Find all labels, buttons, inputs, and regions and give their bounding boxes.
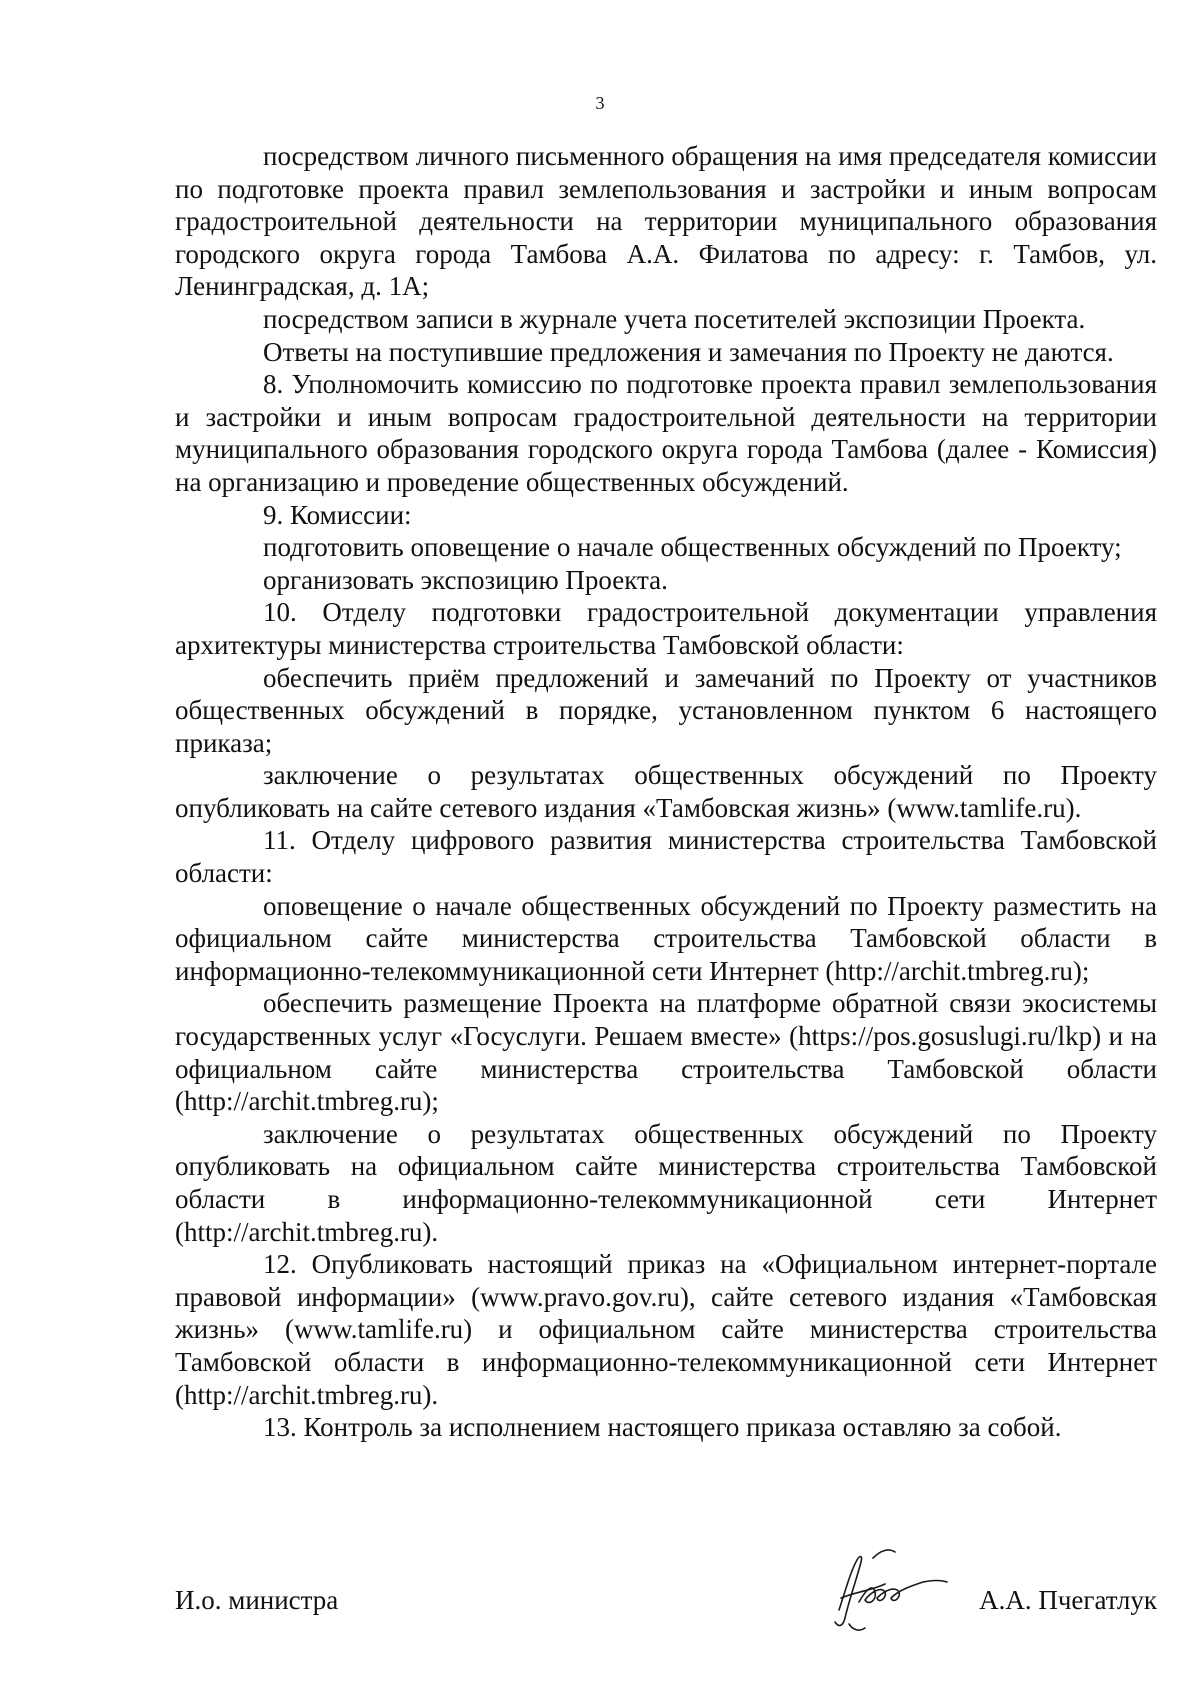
paragraph: обеспечить приём предложений и замечаний по Проекту от участников общественных обсуждений в порядке, установленном пунктом 6 настоящего приказа; <box>175 662 1157 758</box>
paragraph: заключение о результатах общественных обсуждений по Проекту опубликовать на сайте сетевого издания «Тамбовская жизнь» (www.tamlife.ru). <box>175 760 1157 823</box>
paragraph-item-9: 9. Комиссии: <box>263 499 412 530</box>
paragraph: посредством личного письменного обращения на имя председателя комиссии по подготовке проекта правил землепользования и застройки и иным вопросам градостроительной деятельности на территории муниципального образования городского округа города Тамбова А.А. Филатова по адресу: г. Тамбов, ул. Ленинградская, д. 1А; <box>175 141 1157 302</box>
paragraph: Ответы на поступившие предложения и замечания по Проекту не даются. <box>263 336 1114 367</box>
paragraph: подготовить оповещение о начале общественных обсуждений по Проекту; <box>263 532 1122 563</box>
paragraph-item-8: 8. Уполномочить комиссию по подготовке проекта правил землепользования и застройки и иным вопросам градостроительной деятельности на территории муниципального образования городского округа города Тамбова (далее - Комиссия) на организацию и проведение общественных обсуждений. <box>175 369 1157 497</box>
paragraph: организовать экспозицию Проекта. <box>263 564 668 595</box>
handwritten-signature-icon <box>815 1540 955 1636</box>
paragraph-item-12: 12. Опубликовать настоящий приказ на «Официальном интернет-портале правовой информации» (www.pravo.gov.ru), сайте сетевого издания «Тамбовская жизнь» (www.tamlife.ru) и официальном сайте министерства строительства Тамбовской области в информационно-телекоммуникационной сети Интернет (http://archit.tmbreg.ru). <box>175 1249 1157 1410</box>
page-number: 3 <box>595 93 605 113</box>
paragraph-item-10: 10. Отделу подготовки градостроительной документации управления архитектуры министерства строительства Тамбовской области: <box>175 597 1157 660</box>
paragraph: обеспечить размещение Проекта на платформе обратной связи экосистемы государственных услуг «Госуслуги. Решаем вместе» (https://pos.gosuslugi.ru/lkp) и на официальном сайте министерства строительства Тамбовской области (http://archit.tmbreg.ru); <box>175 988 1157 1117</box>
signatory-position: И.о. министра <box>175 1585 339 1615</box>
paragraph: посредством записи в журнале учета посетителей экспозиции Проекта. <box>263 303 1086 334</box>
paragraph: заключение о результатах общественных обсуждений по Проекту опубликовать на официальном сайте министерства строительства Тамбовской области в информационно-телекоммуникационной сети Интернет (http://archit.tmbreg.ru). <box>175 1118 1157 1247</box>
paragraph-item-11: 11. Отделу цифрового развития министерства строительства Тамбовской области: <box>175 825 1157 889</box>
document-body <box>175 140 1157 1444</box>
paragraph: оповещение о начале общественных обсуждений по Проекту разместить на официальном сайте министерства строительства Тамбовской области в информационно-телекоммуникационной сети Интернет (http://archit.tmbreg.ru); <box>175 890 1157 986</box>
signatory-name: А.А. Пчегатлук <box>979 1585 1157 1615</box>
signature-block <box>175 1540 1157 1640</box>
paragraph-item-13: 13. Контроль за исполнением настоящего приказа оставляю за собой. <box>263 1412 1062 1443</box>
